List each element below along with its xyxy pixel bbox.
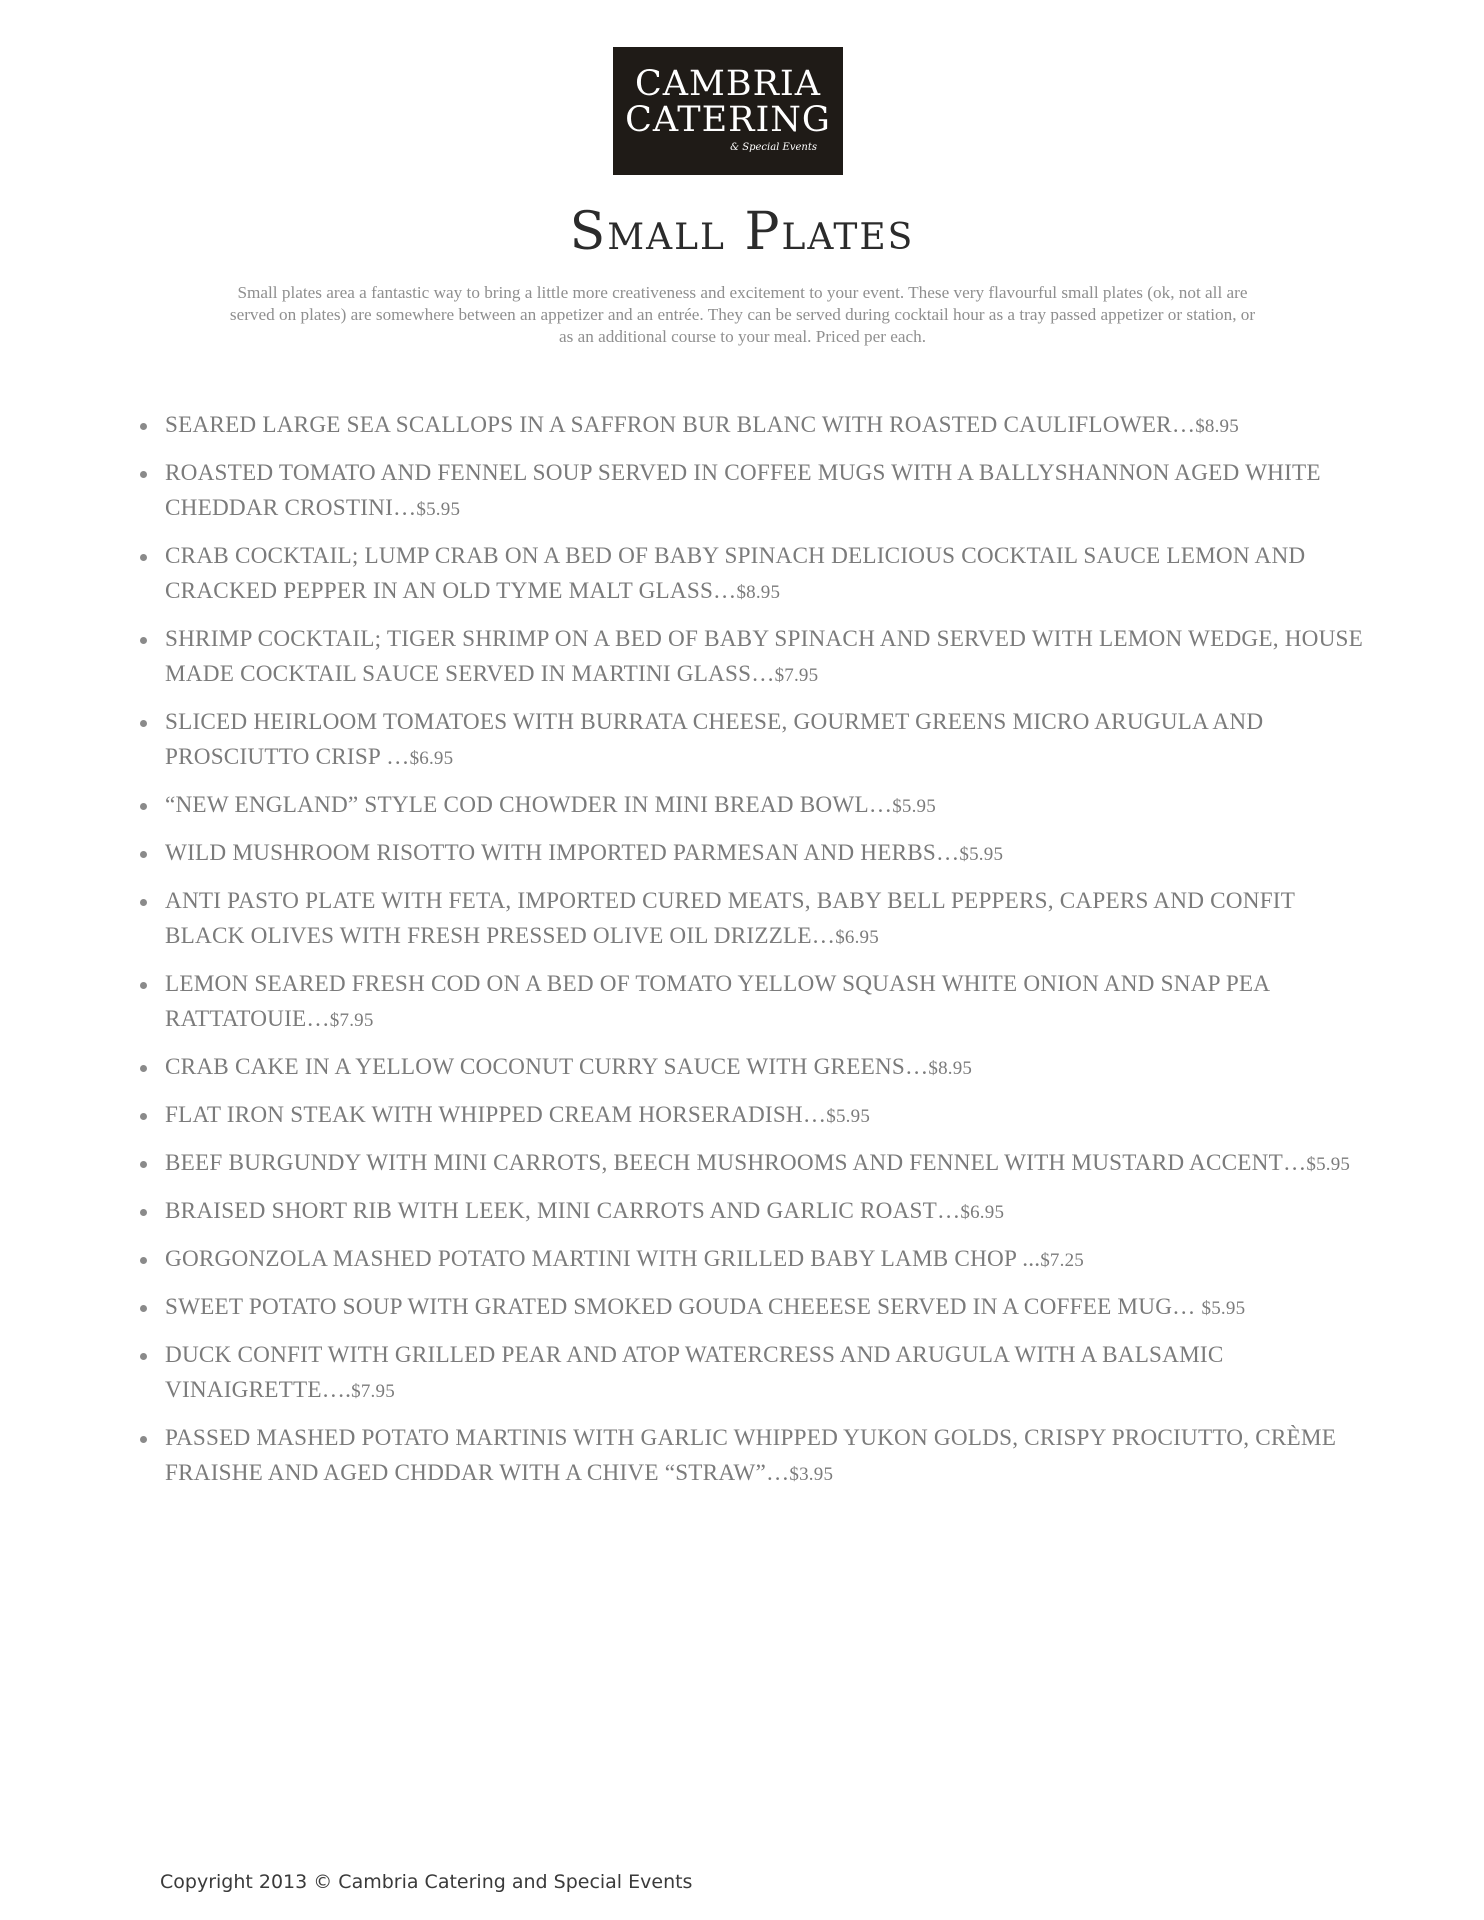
logo-line-2: CATERING (625, 100, 831, 140)
menu-item-text: WILD MUSHROOM RISOTTO WITH IMPORTED PARMESAN AND HERBS… (165, 840, 960, 866)
menu-item-text: DUCK CONFIT WITH GRILLED PEAR AND ATOP WATERCRESS AND ARUGULA WITH A BALSAMIC VINAIGRETTE…. (165, 1342, 1224, 1403)
menu-item-text: LEMON SEARED FRESH COD ON A BED OF TOMATO YELLOW SQUASH WHITE ONION AND SNAP PEA RATTATOUIE… (165, 971, 1269, 1032)
menu-item (165, 1050, 1365, 1086)
menu-item (165, 1421, 1365, 1492)
menu-item-text: BEEF BURGUNDY WITH MINI CARROTS, BEECH MUSHROOMS AND FENNEL WITH MUSTARD ACCENT… (165, 1150, 1307, 1176)
menu-item-text: CRAB CAKE IN A YELLOW COCONUT CURRY SAUCE WITH GREENS… (165, 1054, 929, 1080)
menu-item-text: GORGONZOLA MASHED POTATO MARTINI WITH GRILLED BABY LAMB CHOP ... (165, 1246, 1041, 1272)
menu-item-text: SWEET POTATO SOUP WITH GRATED SMOKED GOUDA CHEEESE SERVED IN A COFFEE MUG… (165, 1294, 1202, 1320)
menu-item (165, 836, 1365, 872)
menu-item-text: “NEW ENGLAND” STYLE COD CHOWDER IN MINI BREAD BOWL… (165, 792, 893, 818)
menu-item-text: SHRIMP COCKTAIL; TIGER SHRIMP ON A BED OF BABY SPINACH AND SERVED WITH LEMON WEDGE, HOUSE MADE COCKTAIL SAUCE SERVED IN MARTINI GLASS… (165, 626, 1364, 687)
menu-item (165, 1338, 1365, 1409)
menu-item (165, 967, 1365, 1038)
logo-line-1: CAMBRIA (634, 64, 822, 104)
menu-item-price: $5.95 (826, 1106, 871, 1127)
menu-item-text: SEARED LARGE SEA SCALLOPS IN A SAFFRON BUR BLANC WITH ROASTED CAULIFLOWER… (165, 412, 1196, 438)
menu-item (165, 1194, 1365, 1230)
menu-item-text: ROASTED TOMATO AND FENNEL SOUP SERVED IN COFFEE MUGS WITH A BALLYSHANNON AGED WHITE CHEDDAR CROSTINI… (165, 460, 1321, 521)
menu-item-price: $6.95 (960, 1202, 1005, 1223)
page-title: Small Plates (569, 202, 915, 262)
menu-item-text: PASSED MASHED POTATO MARTINIS WITH GARLIC WHIPPED YUKON GOLDS, CRISPY PROCIUTTO, CRÈME FRAISHE AND AGED CHDDAR WITH A CHIVE “STRAW”… (165, 1425, 1337, 1486)
menu-item-text: ANTI PASTO PLATE WITH FETA, IMPORTED CURED MEATS, BABY BELL PEPPERS, CAPERS AND CONFIT BLACK OLIVES WITH FRESH PRESSED OLIVE OIL DRIZZLE… (165, 888, 1295, 949)
menu-item-price: $7.25 (1040, 1250, 1084, 1271)
menu-item-price: $6.95 (835, 927, 879, 948)
menu-item (165, 1242, 1365, 1278)
menu-item-price: $5.95 (1201, 1298, 1246, 1319)
menu-item-price: $3.95 (789, 1464, 834, 1485)
menu-item-price: $8.95 (1195, 416, 1239, 437)
menu-item (165, 1098, 1365, 1134)
menu-item-price: $8.95 (736, 582, 781, 603)
menu-item-price: $7.95 (329, 1010, 374, 1031)
menu-item-price: $5.95 (416, 499, 461, 520)
menu-item-price: $5.95 (1306, 1154, 1351, 1175)
menu-item-text: CRAB COCKTAIL; LUMP CRAB ON A BED OF BABY SPINACH DELICIOUS COCKTAIL SAUCE LEMON AND CRACKED PEPPER IN AN OLD TYME MALT GLASS… (165, 543, 1306, 604)
menu-item-text: SLICED HEIRLOOM TOMATOES WITH BURRATA CHEESE, GOURMET GREENS MICRO ARUGULA AND PROSCIUTTO CRISP … (165, 709, 1264, 770)
menu-item-price: $8.95 (928, 1058, 973, 1079)
menu-item (165, 1146, 1365, 1182)
menu-item-price: $6.95 (409, 748, 454, 769)
menu-item (165, 456, 1365, 527)
menu-list (140, 408, 1365, 1504)
intro-text: Small plates area a fantastic way to bring a little more creativeness and excitement to your event. These very flavourful small plates (ok, not all are served on plates) are somewhere between an appetizer and an entrée. They can be served during cocktail hour as a tray passed appetizer or station, or as an additional course to your meal. Priced per each. (229, 283, 1256, 346)
menu-item-price: $5.95 (959, 844, 1004, 865)
menu-item-price: $5.95 (892, 796, 936, 817)
menu-item (165, 408, 1365, 444)
logo (613, 47, 843, 175)
menu-item (165, 622, 1365, 693)
menu-item-text: FLAT IRON STEAK WITH WHIPPED CREAM HORSERADISH… (165, 1102, 827, 1128)
menu-item-price: $7.95 (774, 665, 819, 686)
menu-item (165, 884, 1365, 955)
menu-item (165, 705, 1365, 776)
copyright-footer: Copyright 2013 © Cambria Catering and Special Events (160, 1871, 693, 1893)
menu-item-text: BRAISED SHORT RIB WITH LEEK, MINI CARROTS AND GARLIC ROAST… (165, 1198, 961, 1224)
menu-item (165, 539, 1365, 610)
logo-subtitle: & Special Events (730, 142, 817, 153)
menu-item (165, 1290, 1365, 1326)
menu-item (165, 788, 1365, 824)
menu-item-price: $7.95 (351, 1381, 395, 1402)
